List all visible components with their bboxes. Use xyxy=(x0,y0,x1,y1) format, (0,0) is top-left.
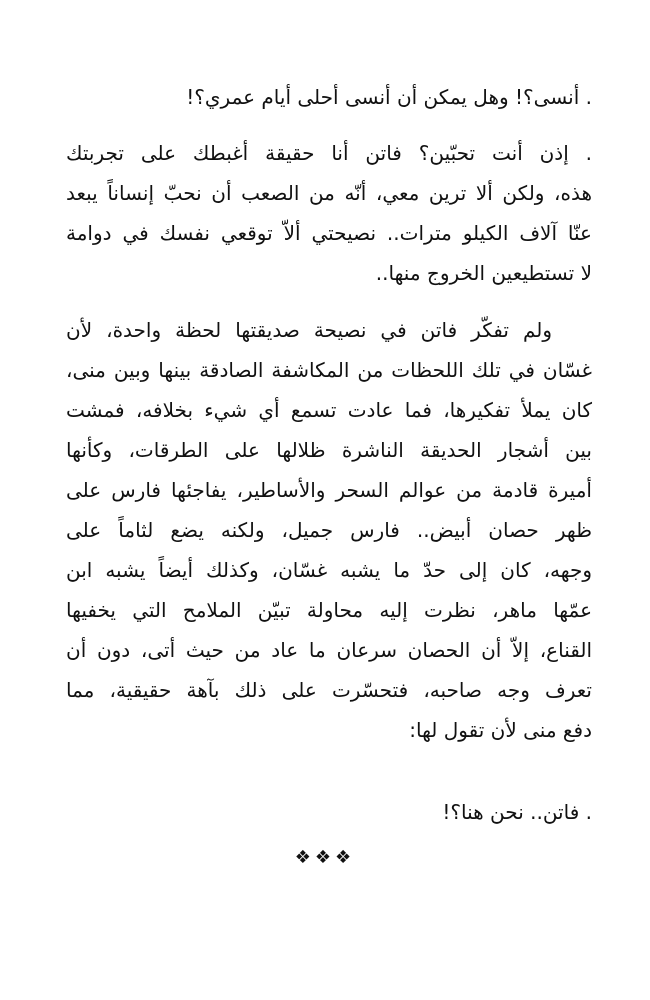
paragraph-4 xyxy=(66,792,592,832)
text-line: دفع منى لأن تقول لها: xyxy=(409,718,592,742)
text-line: بين أشجار الحديقة الناشرة ظلالها على الطرقات، وكأنها xyxy=(66,438,592,462)
paragraph-2 xyxy=(66,133,592,293)
paragraph-3 xyxy=(66,310,592,750)
text-line: غسّان في تلك اللحظات من المكاشفة الصادقة بينها وبين منى، xyxy=(66,358,592,382)
text-line: كان يملأ تفكيرها، فما عادت تسمع أي شيء بخلافه، فمشت xyxy=(66,398,592,422)
text-line: . أنسى؟! وهل يمكن أن أنسى أحلى أيام عمري؟! xyxy=(186,85,592,109)
text-line: هذه، ولكن ألا ترين معي، أنّه من الصعب أن نحبّ إنساناً يبعد xyxy=(66,181,592,205)
text-line: . فاتن.. نحن هنا؟! xyxy=(442,800,592,824)
text-line: عنّا آلاف الكيلو مترات.. نصيحتي ألاّ توقعي نفسك في دوامة xyxy=(66,221,592,245)
text-line: وجهه، كان إلى حدّ ما يشبه غسّان، وكذلك أيضاً يشبه ابن xyxy=(66,558,592,582)
text-line: القناع، إلاّ أن الحصان سرعان ما عاد من حيث أتى، دون أن xyxy=(66,638,592,662)
text-line: ظهر حصان أبيض.. فارس جميل، ولكنه يضع لثاماً على xyxy=(66,518,592,542)
paragraph-1 xyxy=(66,77,592,117)
text-line: . إذن أنت تحبّين؟ فاتن أنا حقيقة أغبطك على تجربتك xyxy=(66,141,592,165)
section-divider-ornament: ❖❖❖ xyxy=(294,847,356,868)
text-line: عمّها ماهر، نظرت إليه محاولة تبيّن الملامح التي يخفيها xyxy=(66,598,592,622)
text-line: تعرف وجه صاحبه، فتحسّرت على ذلك بآهة حقيقية، مما xyxy=(66,678,592,702)
text-line: لا تستطيعين الخروج منها.. xyxy=(375,261,592,285)
text-line: ولم تفكّر فاتن في نصيحة صديقتها لحظة واحدة، لأن xyxy=(66,318,552,342)
text-line: أميرة قادمة من عوالم السحر والأساطير، يفاجئها فارس على xyxy=(66,478,592,502)
